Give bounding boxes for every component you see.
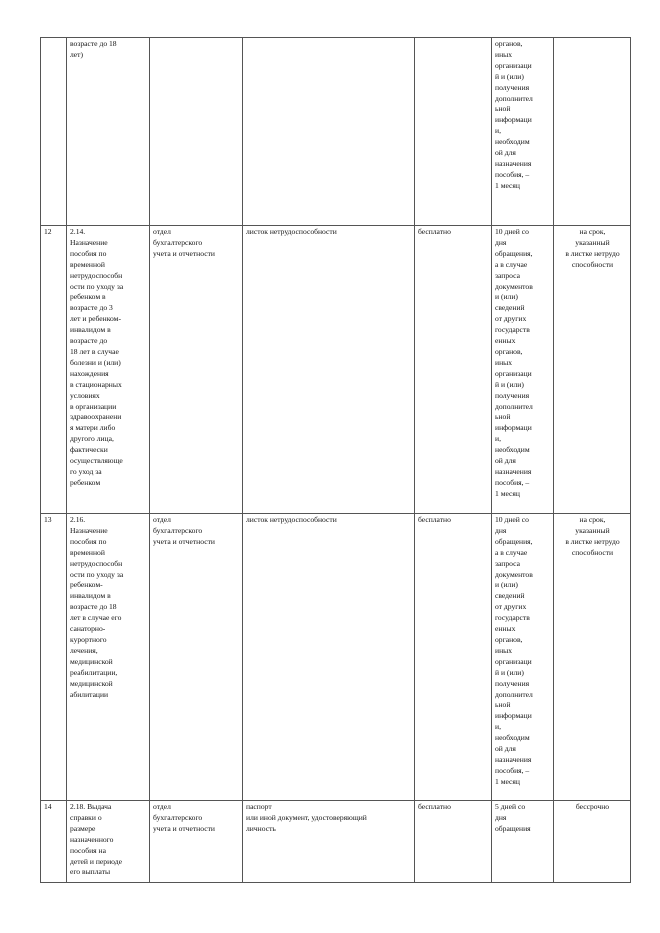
procedure-cell: [67, 38, 150, 226]
fee-text: бесплатно: [418, 227, 451, 236]
documents-cell: [243, 801, 415, 883]
fee-cell: [415, 801, 492, 883]
table-row: [41, 801, 631, 883]
documents-text: паспорт или иной документ, удостоверяющий личность: [246, 802, 367, 833]
department-text: отдел бухгалтерского учета и отчетности: [153, 515, 215, 546]
documents-text: листок нетрудоспособности: [246, 515, 337, 524]
term-cell: [492, 38, 554, 226]
department-cell: [150, 514, 243, 801]
procedure-cell: [67, 514, 150, 801]
row-number-text: 13: [44, 515, 52, 524]
documents-cell: [243, 226, 415, 514]
documents-text: листок нетрудоспособности: [246, 227, 337, 236]
validity-cell: [554, 38, 631, 226]
validity-cell: [554, 514, 631, 801]
procedures-table: [40, 37, 631, 883]
term-text: органов, иных организаци й и (или) получения дополнител ьной информаци и, необходим ой для назначения пособия, – 1 месяц: [495, 39, 533, 190]
documents-cell: [243, 514, 415, 801]
row-number: [41, 514, 67, 801]
table-row: [41, 38, 631, 226]
validity-text: на срок, указанный в листке нетрудо способности: [565, 227, 620, 269]
row-number: [41, 801, 67, 883]
fee-cell: [415, 226, 492, 514]
procedure-text: 2.18. Выдача справки о размере назначенного пособия на детей и периоде его выплаты: [70, 802, 122, 877]
term-cell: [492, 514, 554, 801]
department-cell: [150, 38, 243, 226]
procedure-text: 2.14. Назначение пособия по временной нетрудоспособн ости по уходу за ребенком в возрасте до 3 лет и ребенком- инвалидом в возрасте до 18 лет в случае болезни и (или) нахождения в стационарных условиях в организации здравоохранени я матери либо другого лица, фактически осуществляюще го уход за ребенком: [70, 227, 124, 487]
table-row: [41, 514, 631, 801]
term-text: 5 дней со дня обращения: [495, 802, 531, 833]
fee-cell: [415, 514, 492, 801]
procedure-cell: [67, 801, 150, 883]
department-cell: [150, 801, 243, 883]
term-cell: [492, 801, 554, 883]
fee-text: бесплатно: [418, 802, 451, 811]
department-text: отдел бухгалтерского учета и отчетности: [153, 802, 215, 833]
department-text: отдел бухгалтерского учета и отчетности: [153, 227, 215, 258]
row-number: [41, 226, 67, 514]
validity-text: на срок, указанный в листке нетрудо способности: [565, 515, 620, 557]
term-text: 10 дней со дня обращения, а в случае запроса документов и (или) сведений от других государств енных органов, иных организаци й и (или) получения дополнител ьной информаци и, необходим ой для назначения пособия, – 1 месяц: [495, 515, 533, 786]
procedure-cell: [67, 226, 150, 514]
procedure-text: 2.16. Назначение пособия по временной нетрудоспособн ости по уходу за ребенком- инвалидом в возрасте до 18 лет в случае его санаторно- курортного лечения, медицинской реабилитации, медицинской абилитации: [70, 515, 124, 699]
table-row: [41, 226, 631, 514]
row-number-text: 14: [44, 802, 52, 811]
department-cell: [150, 226, 243, 514]
validity-text: бессрочно: [575, 802, 610, 811]
row-number-text: 12: [44, 227, 52, 236]
row-number: [41, 38, 67, 226]
validity-cell: [554, 801, 631, 883]
procedure-text: возрасте до 18 лет): [70, 39, 117, 59]
validity-cell: [554, 226, 631, 514]
term-cell: [492, 226, 554, 514]
documents-cell: [243, 38, 415, 226]
fee-cell: [415, 38, 492, 226]
fee-text: бесплатно: [418, 515, 451, 524]
term-text: 10 дней со дня обращения, а в случае запроса документов и (или) сведений от других государств енных органов, иных организаци й и (или) получения дополнител ьной информаци и, необходим ой для назначения пособия, – 1 месяц: [495, 227, 533, 498]
